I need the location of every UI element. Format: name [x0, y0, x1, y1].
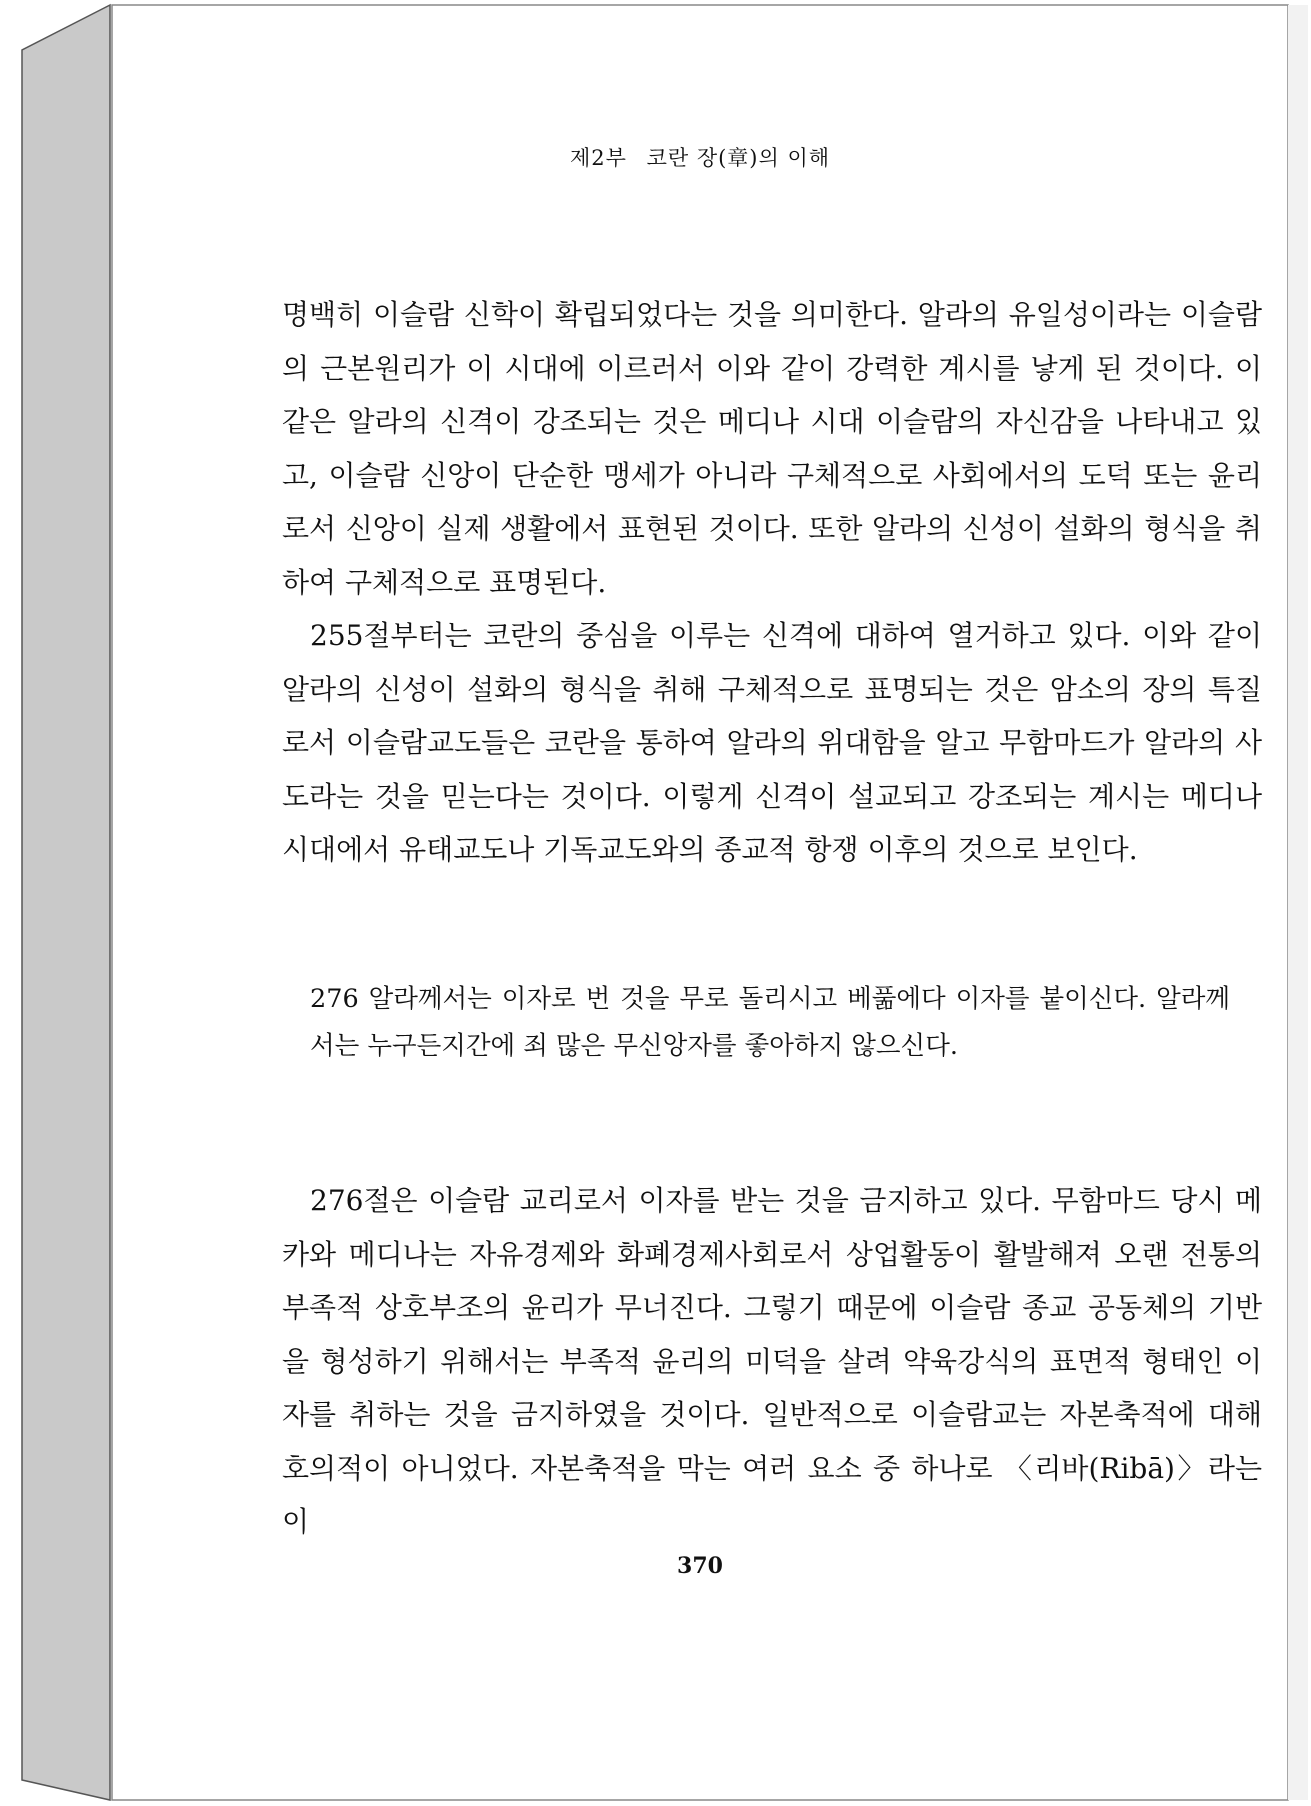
running-head-part: 제2부 [569, 146, 627, 170]
verse-text: 276 알라께서는 이자로 번 것을 무로 돌리시고 베풂에다 이자를 붙이신다. 알라께서는 누구든지간에 죄 많은 무신앙자를 좋아하지 않으신다. [310, 984, 1230, 1061]
body-text-after-verse [282, 1174, 1262, 1549]
paragraph: 276절은 이슬람 교리로서 이자를 받는 것을 금지하고 있다. 무함마드 당시 메카와 메디나는 자유경제와 화폐경제사회로서 상업활동이 활발해져 오랜 전통의 부족적 상호부조의 윤리가 무너진다. 그렇기 때문에 이슬람 종교 공동체의 기반을 형성하기 위해서는 부족적 윤리의 미덕을 살려 약육강식의 표면적 형태인 이자를 취하는 것을 금지하였을 것이다. 일반적으로 이슬람교는 자본축적에 대해 호의적이 아니었다. 자본축적을 막는 여러 요소 중 하나로 〈리바(Ribā)〉라는 이 [282, 1184, 1262, 1538]
page [112, 6, 1288, 1800]
paragraph: 255절부터는 코란의 중심을 이루는 신격에 대하여 열거하고 있다. 이와 같이 알라의 신성이 설화의 형식을 취해 구체적으로 표명되는 것은 암소의 장의 특질로서 이슬람교도들은 코란을 통하여 알라의 위대함을 알고 무함마드가 알라의 사도라는 것을 믿는다는 것이다. 이렇게 신격이 설교되고 강조되는 계시는 메디나 시대에서 유태교도나 기독교도와의 종교적 항쟁 이후의 것으로 보인다. [282, 619, 1262, 866]
page-number: 370 [677, 1553, 723, 1579]
book-spine [22, 5, 110, 1800]
running-head-title: 코란 장(章)의 이해 [646, 146, 831, 170]
page-edge-shadow [1288, 5, 1308, 1800]
paragraph: 명백히 이슬람 신학이 확립되었다는 것을 의미한다. 알라의 유일성이라는 이슬람의 근본원리가 이 시대에 이르러서 이와 같이 강력한 계시를 낳게 된 것이다. 이같은 알라의 신격이 강조되는 것은 메디나 시대 이슬람의 자신감을 나타내고 있고, 이슬람 신앙이 단순한 맹세가 아니라 구체적으로 사회에서의 도덕 또는 윤리로서 신앙이 실제 생활에서 표현된 것이다. 또한 알라의 신성이 설화의 형식을 취하여 구체적으로 표명된다. [282, 298, 1262, 599]
quoted-verse [310, 976, 1230, 1069]
running-head [112, 142, 1288, 172]
body-text-before-verse [282, 288, 1262, 877]
